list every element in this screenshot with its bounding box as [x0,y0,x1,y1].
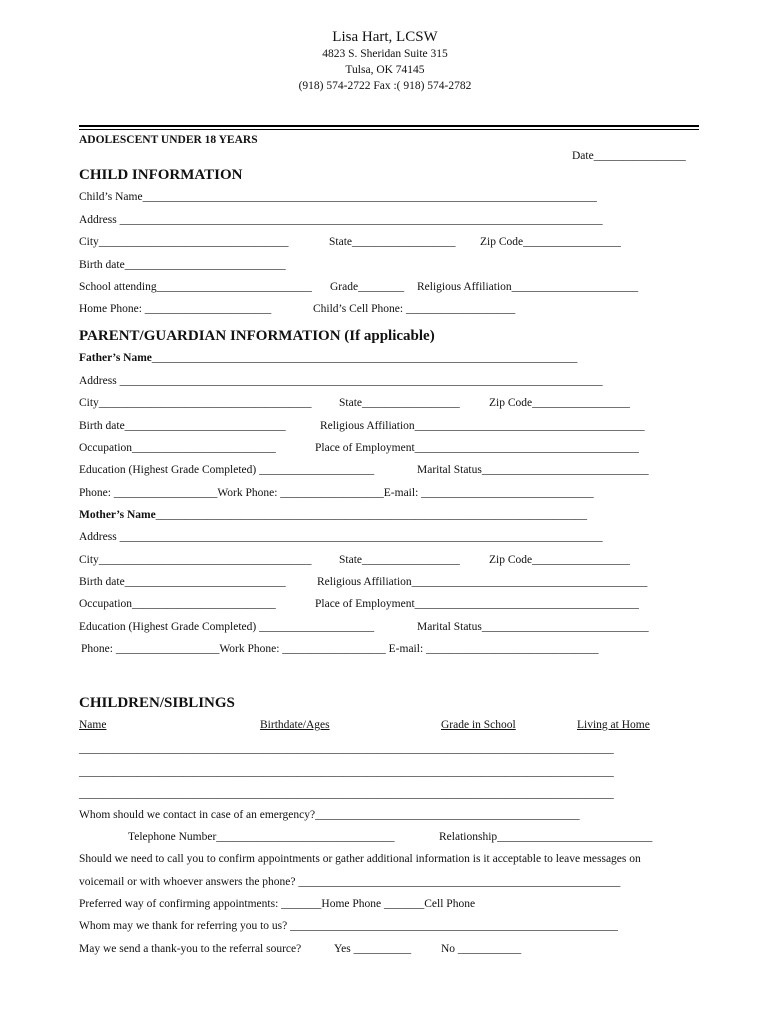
child-state-field[interactable]: State__________________ [329,236,456,248]
mother-address-field[interactable]: Address ____________________________________________________________________________________ [79,531,603,543]
thank-you-yes-field[interactable]: Yes __________ [334,943,412,955]
father-phones-field[interactable]: Phone: __________________Work Phone: __________________E-mail: ______________________________ [79,487,594,499]
father-birthdate-field[interactable]: Birth date____________________________ [79,420,286,432]
father-state-field[interactable]: State_________________ [339,397,460,409]
father-city-field[interactable]: City_____________________________________ [79,397,312,409]
section-children-siblings: CHILDREN/SIBLINGS [79,695,235,711]
mother-phones-field[interactable]: Phone: __________________Work Phone: __________________ E-mail: ______________________________ [81,643,599,655]
date-field[interactable]: Date________________ [572,150,686,162]
mother-name-line: ___________________________________________________________________________ [155,509,587,521]
mother-occupation-field[interactable]: Occupation_________________________ [79,598,276,610]
preferred-confirmation-field[interactable]: Preferred way of confirming appointments: _______Home Phone _______Cell Phone [79,898,476,910]
practice-city: Tulsa, OK 74145 [345,64,425,76]
father-name-line: __________________________________________________________________________ [151,352,578,364]
father-address-field[interactable]: Address ____________________________________________________________________________________ [79,375,603,387]
messages-question: Should we need to call you to confirm appointments or gather additional information is it acceptable to leave messages on [79,853,641,865]
thank-you-question: May we send a thank-you to the referral source? [79,943,302,955]
thank-you-no-field[interactable]: No ___________ [441,943,522,955]
col-name: Name [79,719,107,731]
section-child-information: CHILD INFORMATION [79,167,243,183]
mother-zip-field[interactable]: Zip Code_________________ [489,554,630,566]
practice-address: 4823 S. Sheridan Suite 315 [322,48,448,60]
father-zip-field[interactable]: Zip Code_________________ [489,397,630,409]
child-religion-field[interactable]: Religious Affiliation______________________ [417,281,639,293]
mother-name-label: Mother’s Name [79,509,156,521]
emergency-contact-field[interactable]: Whom should we contact in case of an emergency?______________________________________________ [79,809,580,821]
mother-education-field[interactable]: Education (Highest Grade Completed) ____________________ [79,621,375,633]
father-name-field[interactable] [79,351,577,365]
header-rule-thin [79,129,699,130]
referral-source-field[interactable]: Whom may we thank for referring you to us? _________________________________________________________ [79,920,618,932]
father-employment-field[interactable]: Place of Employment_______________________________________ [315,442,639,454]
child-birthdate-field[interactable]: Birth date____________________________ [79,259,286,271]
mother-birthdate-field[interactable]: Birth date____________________________ [79,576,286,588]
mother-city-field[interactable]: City_____________________________________ [79,554,312,566]
mother-religion-field[interactable]: Religious Affiliation_________________________________________ [317,576,648,588]
father-marital-field[interactable]: Marital Status_____________________________ [417,464,649,476]
sibling-row-1[interactable]: _____________________________________________________________________________________________ [79,743,614,755]
emergency-telephone-field[interactable]: Telephone Number_______________________________ [128,831,395,843]
mother-name-field[interactable] [79,508,587,522]
col-grade: Grade in School [441,719,516,731]
mother-state-field[interactable]: State_________________ [339,554,460,566]
child-address-field[interactable]: Address ____________________________________________________________________________________ [79,214,603,226]
practice-name: Lisa Hart, LCSW [332,29,438,45]
emergency-relationship-field[interactable]: Relationship___________________________ [439,831,653,843]
mother-employment-field[interactable]: Place of Employment_______________________________________ [315,598,639,610]
child-school-field[interactable]: School attending___________________________ [79,281,312,293]
child-zip-field[interactable]: Zip Code_________________ [480,236,621,248]
form-type: ADOLESCENT UNDER 18 YEARS [79,134,258,146]
section-parent-guardian: PARENT/GUARDIAN INFORMATION (If applicable) [79,328,435,344]
sibling-row-3[interactable]: _____________________________________________________________________________________________ [79,788,614,800]
father-religion-field[interactable]: Religious Affiliation________________________________________ [320,420,645,432]
col-birthdate: Birthdate/Ages [260,719,330,731]
child-cell-phone-field[interactable]: Child’s Cell Phone: ___________________ [313,303,516,315]
practice-phone: (918) 574-2722 Fax :( 918) 574-2782 [298,80,472,92]
father-name-label: Father’s Name [79,352,152,364]
header-rule [79,125,699,127]
child-name-field[interactable]: Child’s Name_______________________________________________________________________________ [79,191,597,203]
messages-answer-field[interactable]: voicemail or with whoever answers the phone? ________________________________________________________ [79,876,621,888]
mother-marital-field[interactable]: Marital Status_____________________________ [417,621,649,633]
sibling-row-2[interactable]: _____________________________________________________________________________________________ [79,766,614,778]
child-city-field[interactable]: City_________________________________ [79,236,289,248]
father-education-field[interactable]: Education (Highest Grade Completed) ____________________ [79,464,375,476]
father-occupation-field[interactable]: Occupation_________________________ [79,442,276,454]
home-phone-field[interactable]: Home Phone: ______________________ [79,303,272,315]
child-grade-field[interactable]: Grade________ [330,281,405,293]
col-living: Living at Home [577,719,650,731]
